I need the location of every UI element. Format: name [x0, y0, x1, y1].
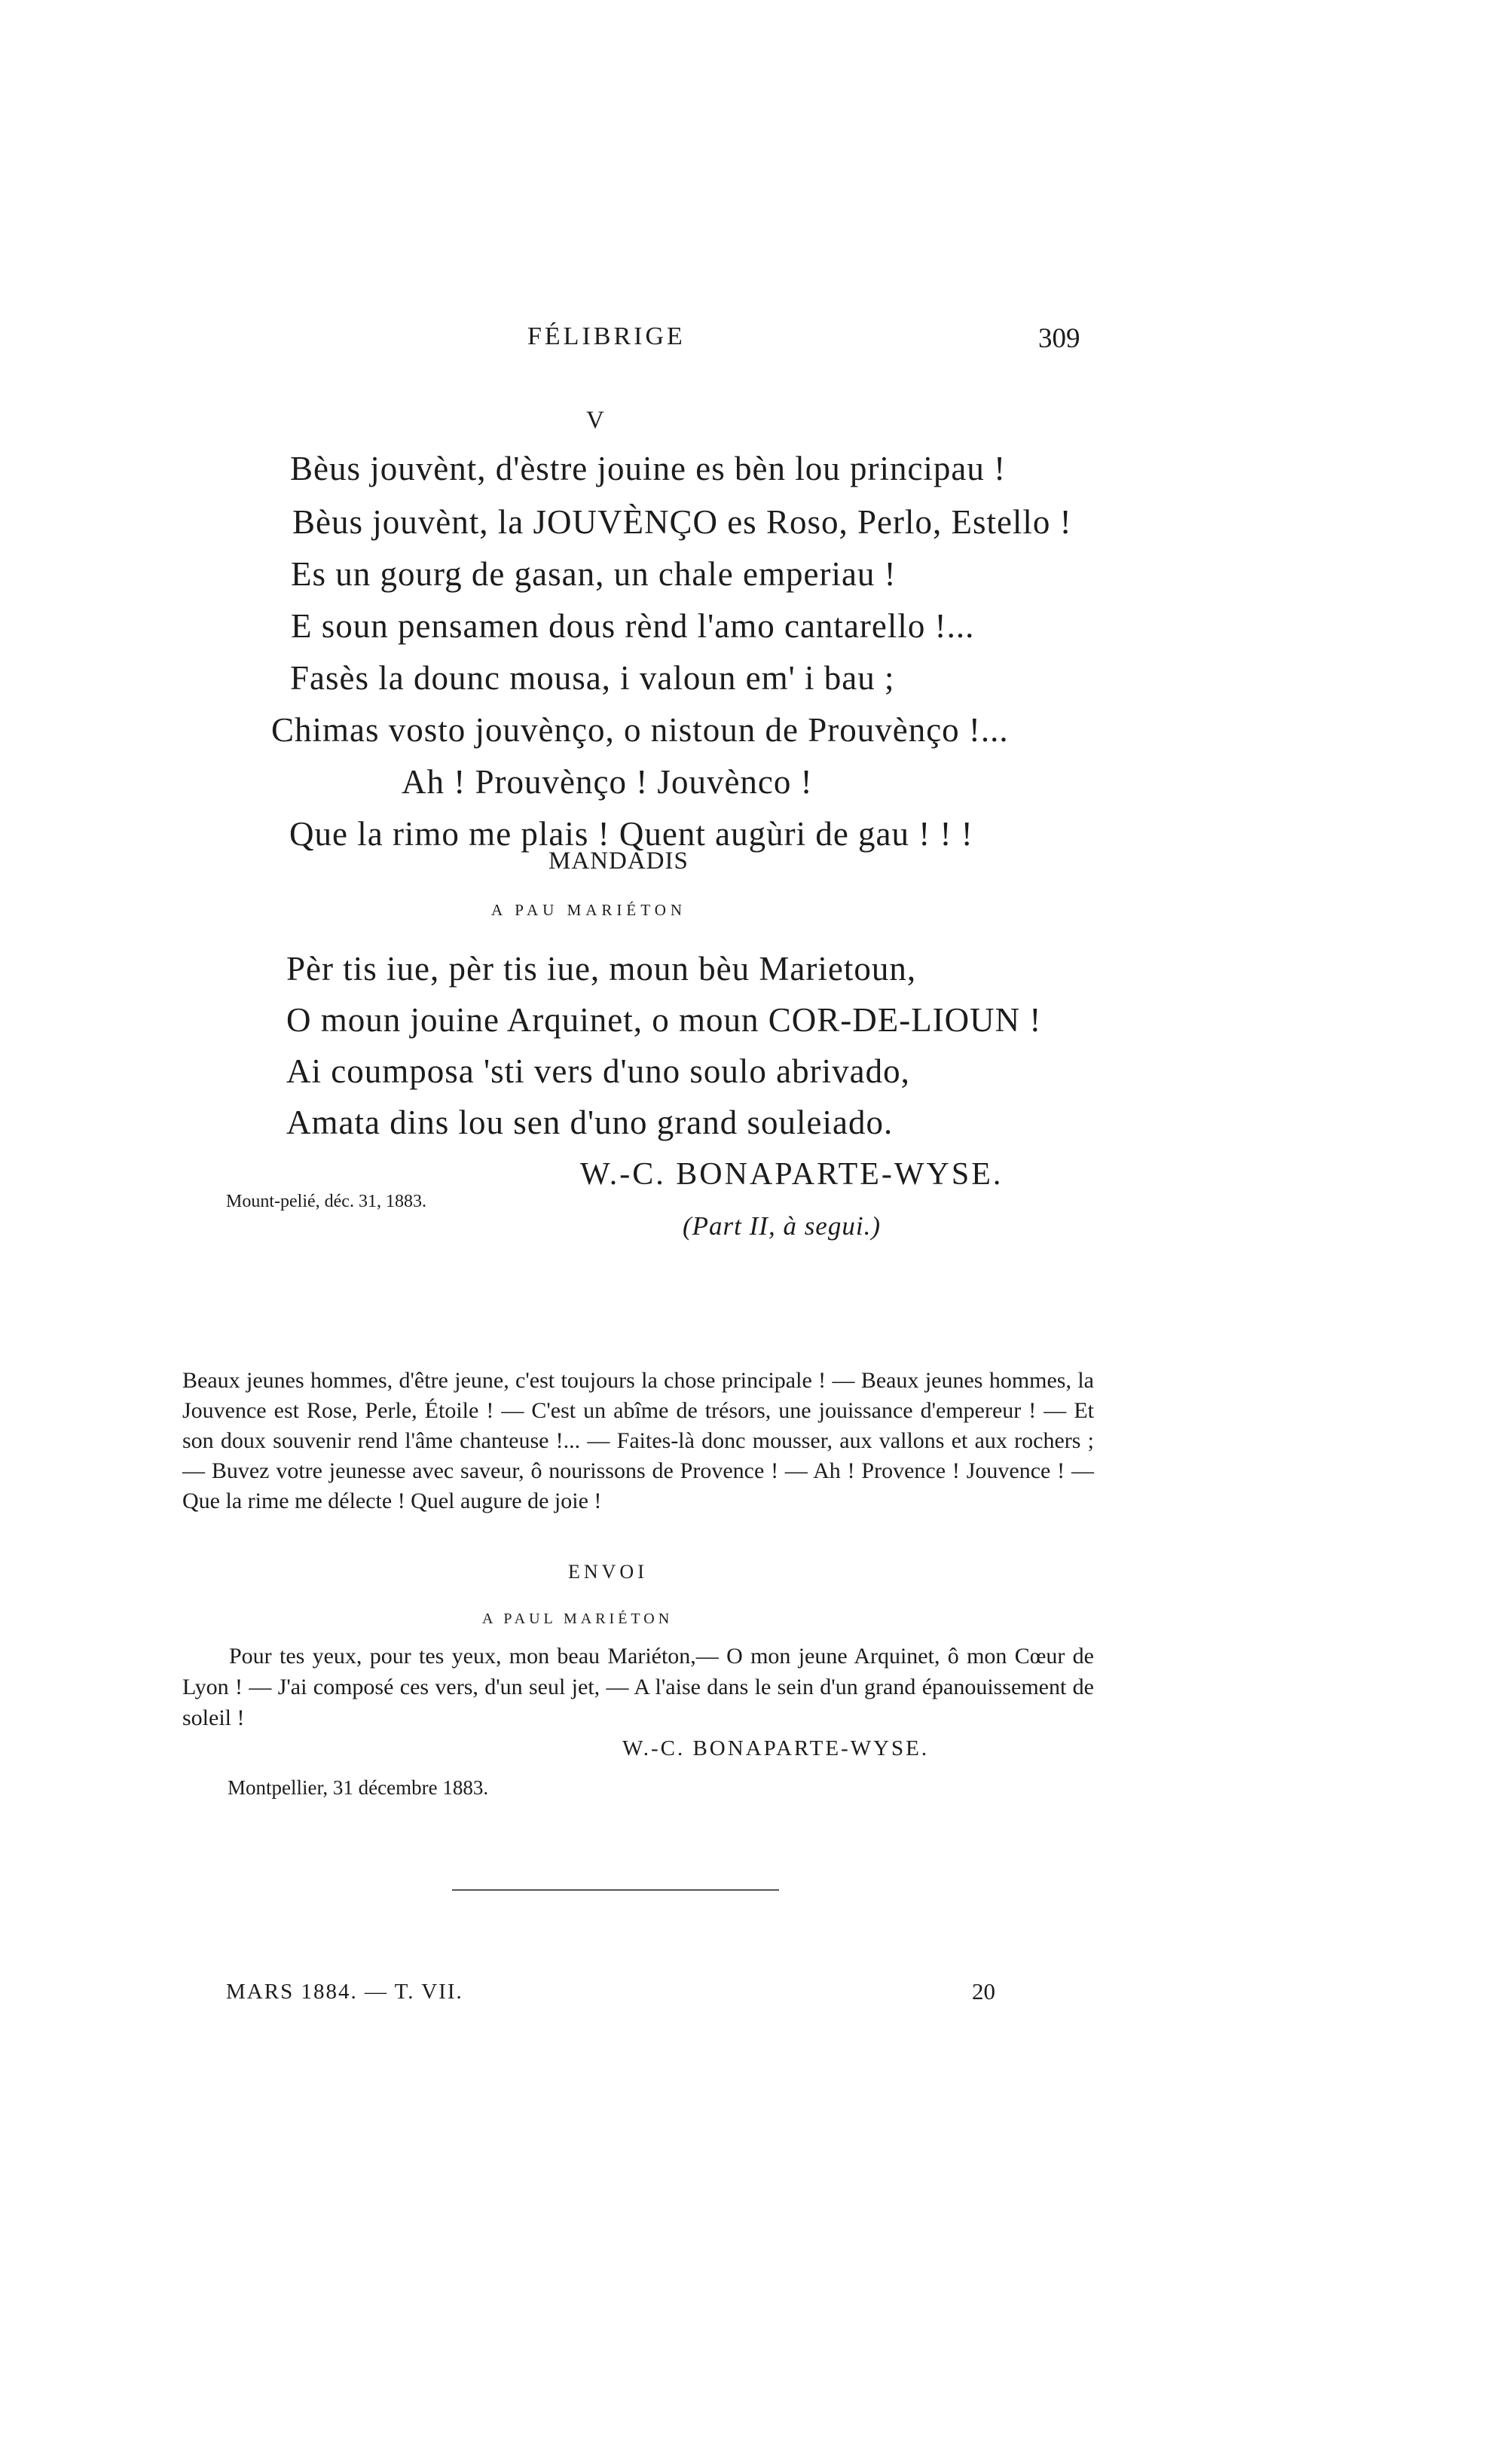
mandadis-line: Ai coumposa 'sti vers d'uno soulo abrivado, [286, 1052, 910, 1090]
poem-line: E soun pensamen dous rènd l'amo cantarello !... [291, 607, 975, 645]
footer-signature-mark: 20 [972, 1978, 995, 2004]
poem-line: Bèus jouvènt, la JOUVÈNÇO es Roso, Perlo, Estello ! [292, 503, 1072, 541]
mandadis-line: Pèr tis iue, pèr tis iue, moun bèu Marietoun, [286, 950, 917, 988]
footer-issue: MARS 1884. — T. VII. [226, 1980, 463, 2004]
translation-place-date: Montpellier, 31 décembre 1883. [228, 1776, 489, 1799]
continuation-note: (Part II, à segui.) [683, 1211, 881, 1241]
poem-line: Bèus jouvènt, d'èstre jouine es bèn lou principau ! [290, 450, 1007, 487]
poem-line: Fasès la dounc mousa, i valoun em' i bau ; [290, 659, 895, 697]
section-rule [452, 1889, 779, 1891]
translation-signature: W.-C. BONAPARTE-WYSE. [622, 1736, 930, 1760]
place-date: Mount-pelié, déc. 31, 1883. [226, 1192, 426, 1211]
mandadis-dedication: A PAU MARIÉTON [491, 901, 687, 919]
envoi-paragraph: Pour tes yeux, pour tes yeux, mon beau Mariéton,— O mon jeune Arquinet, ô mon Cœur de Lyon ! — J'ai composé ces vers, d'un seul jet, — A l'aise dans le sein d'un grand épanouissement de soleil ! [182, 1644, 1094, 1730]
section-number: V [586, 407, 604, 434]
mandadis-line: Amata dins lou sen d'uno grand souleiado. [286, 1104, 894, 1141]
mandadis-line: O moun jouine Arquinet, o moun COR-DE-LIOUN ! [286, 1001, 1042, 1039]
author-signature: W.-C. BONAPARTE-WYSE. [580, 1157, 1004, 1192]
page-number: 309 [1038, 323, 1080, 354]
translation-paragraph: Beaux jeunes hommes, d'être jeune, c'est toujours la chose principale ! — Beaux jeunes hommes, la Jouvence est Rose, Perle, Étoile ! — C'est un abîme de trésors, une jouissance d'empereur ! — Et son doux souvenir rend l'âme chanteuse !... — Faites-là donc mousser, aux vallons et aux rochers ; — Buvez votre jeunesse avec saveur, ô nourissons de Provence ! — Ah ! Provence ! Jouvence ! — Que la rime me délecte ! Quel augure de joie ! [182, 1368, 1094, 1513]
poem-line: Chimas vosto jouvènço, o nistoun de Prouvènço !... [271, 711, 1009, 749]
mandadis-title: MANDADIS [548, 847, 689, 875]
running-header-title: FÉLIBRIGE [527, 322, 686, 350]
poem-line: Ah ! Prouvènço ! Jouvènco ! [402, 763, 813, 801]
envoi-dedication: A PAUL MARIÉTON [482, 1611, 674, 1627]
envoi-title: ENVOI [568, 1561, 648, 1583]
poem-line: Que la rimo me plais ! Quent augùri de gau ! ! ! [289, 815, 973, 853]
poem-line: Es un gourg de gasan, un chale emperiau ! [291, 555, 897, 593]
